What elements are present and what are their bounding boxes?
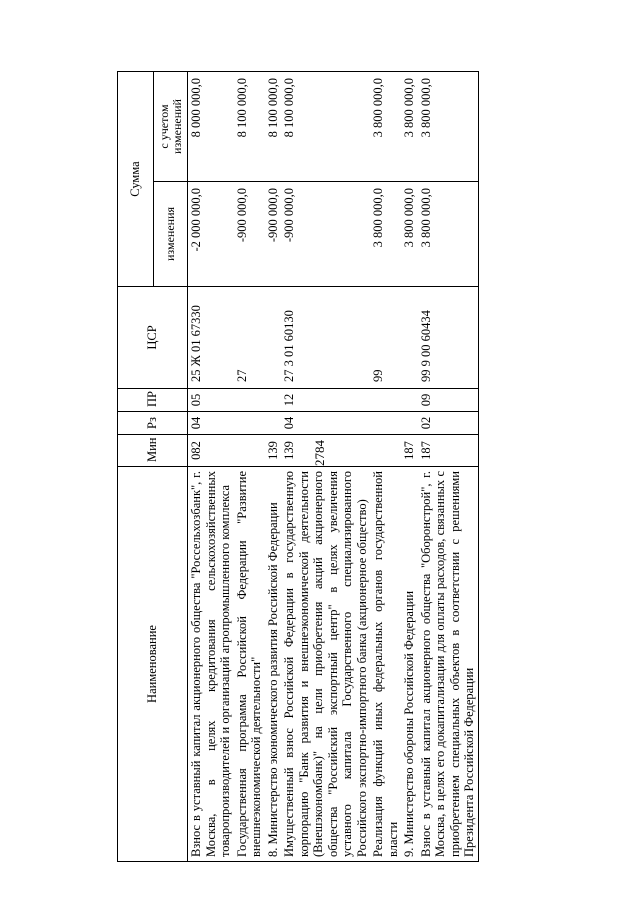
row-pr: 09: [418, 389, 479, 412]
header-rz: Рз: [118, 412, 188, 435]
row-csr: 99: [370, 287, 401, 389]
row-name: 9. Министерство обороны Российской Федерации: [401, 467, 418, 862]
table-row: [370, 72, 401, 862]
row-csr: 27 3 01 60130: [281, 287, 370, 389]
row-name: Взнос в уставный капитал акционерного общества "Россельхозбанк", г. Москва, в целях кредитования сельскохозяйственных товаропроизводителей и организаций агропромышленного комплекса: [188, 467, 234, 862]
table-row: [401, 72, 418, 862]
table-row: [265, 72, 282, 862]
row-name: Реализация функций иных федеральных органов государственной власти: [370, 467, 401, 862]
row-name: Государственная программа Российской Федерации "Развитие внешнеэкономической деятельности": [234, 467, 265, 862]
row-name: Имущественный взнос Российской Федерации в государственную корпорацию "Банк развития и внешнеэкономической деятельности (Внешэкономбанк)" на цели приобретения акций акционерного общества "Российский экспортный центр" в целях увеличения уставного капитала Государственного специализированного Российского экспортно-импортного банка (акционерное общество): [281, 467, 370, 862]
row-rz: 04: [281, 412, 370, 435]
row-min: 187: [401, 435, 418, 467]
header-name: Наименование: [118, 467, 188, 862]
budget-table: [117, 71, 479, 862]
row-csr: [265, 287, 282, 389]
row-with-changes: 8 000 000,0: [188, 72, 234, 182]
row-pr: [401, 389, 418, 412]
page-number: 2784: [312, 440, 327, 466]
rotated-table-container: [117, 72, 622, 862]
row-min: 139: [265, 435, 282, 467]
header-min: Мин: [118, 435, 188, 467]
row-with-changes: 3 800 000,0: [418, 72, 479, 182]
row-with-changes: 8 100 000,0: [234, 72, 265, 182]
table-row: [234, 72, 265, 862]
row-change: 3 800 000,0: [401, 182, 418, 287]
row-csr: 99 9 00 60434: [418, 287, 479, 389]
row-pr: [265, 389, 282, 412]
row-change: -2 000 000,0: [188, 182, 234, 287]
row-with-changes: 3 800 000,0: [370, 72, 401, 182]
row-change: -900 000,0: [234, 182, 265, 287]
row-csr: 25 Ж 01 67330: [188, 287, 234, 389]
row-pr: [234, 389, 265, 412]
header-with-changes: с учетом изменений: [154, 72, 188, 182]
row-pr: 12: [281, 389, 370, 412]
row-name: Взнос в уставный капитал акционерного общества "Оборонстрой", г. Москва, в целях его докапитализации для оплаты расходов, связанных с приобретением специальных объектов в соответствии с решениями Президента Российской Федерации: [418, 467, 479, 862]
header-sum: Сумма: [118, 72, 154, 287]
row-with-changes: 3 800 000,0: [401, 72, 418, 182]
row-with-changes: 8 100 000,0: [265, 72, 282, 182]
row-rz: 04: [188, 412, 234, 435]
row-min: [370, 435, 401, 467]
row-min: 082: [188, 435, 234, 467]
table-row: [281, 72, 370, 862]
row-pr: [370, 389, 401, 412]
row-change: -900 000,0: [281, 182, 370, 287]
row-min: 187: [418, 435, 479, 467]
row-rz: [370, 412, 401, 435]
row-pr: 05: [188, 389, 234, 412]
row-csr: [401, 287, 418, 389]
row-rz: [401, 412, 418, 435]
row-min: 139: [281, 435, 370, 467]
row-with-changes: 8 100 000,0: [281, 72, 370, 182]
row-csr: 27: [234, 287, 265, 389]
row-change: -900 000,0: [265, 182, 282, 287]
row-rz: 02: [418, 412, 479, 435]
table-row: [188, 72, 234, 862]
row-min: [234, 435, 265, 467]
row-change: 3 800 000,0: [370, 182, 401, 287]
row-rz: [265, 412, 282, 435]
table-row: [418, 72, 479, 862]
row-change: 3 800 000,0: [418, 182, 479, 287]
row-rz: [234, 412, 265, 435]
header-change: изменения: [154, 182, 188, 287]
row-name: 8. Министерство экономического развития Российской Федерации: [265, 467, 282, 862]
header-csr: ЦСР: [118, 287, 188, 389]
header-pr: ПР: [118, 389, 188, 412]
